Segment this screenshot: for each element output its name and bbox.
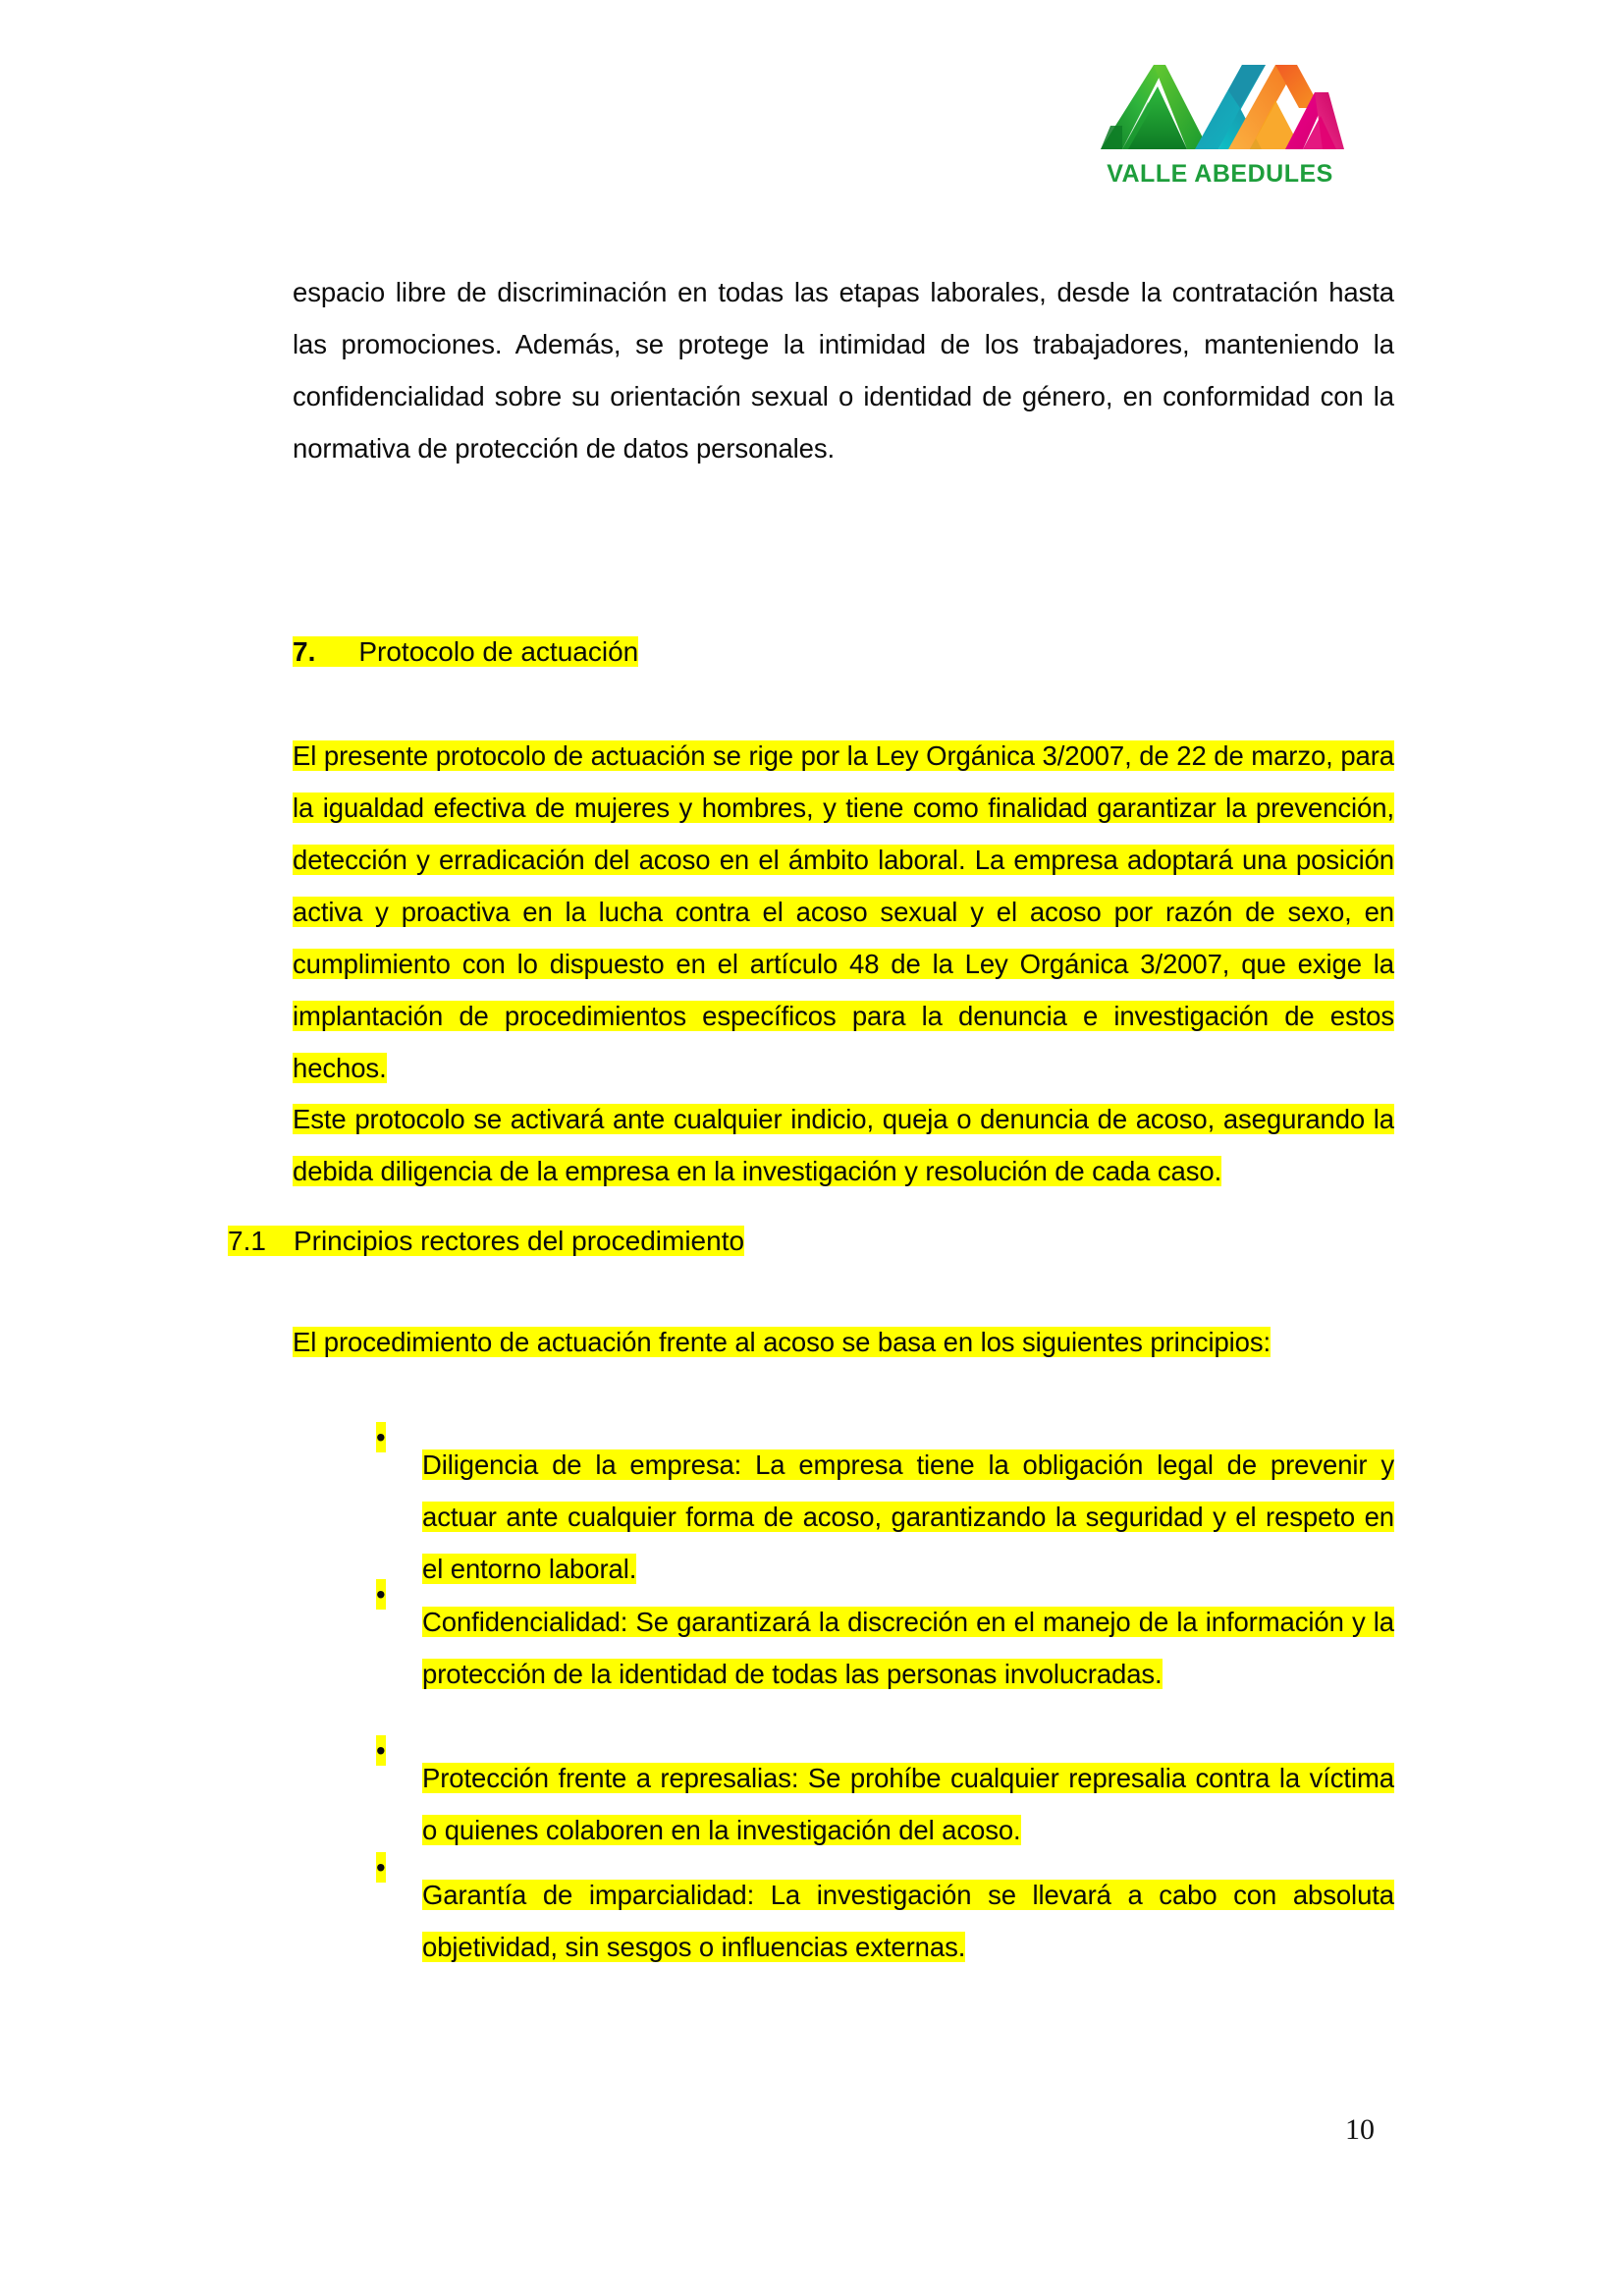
paragraph-section-7-body-1: [293, 730, 1394, 1094]
logo-wordmark: VALLE ABEDULES: [1107, 160, 1333, 188]
heading-section-7: [293, 629, 638, 676]
heading-7-title: Protocolo de actuación: [358, 636, 639, 667]
valle-abedules-mountain-logo: [1093, 47, 1348, 157]
highlight-span: Garantía de imparcialidad: La investigación se llevará a cabo con absoluta objetividad, sin sesgos o influencias externas.: [422, 1879, 1394, 1962]
paragraph-section-7-body-2: [293, 1093, 1394, 1197]
bullet-glyph: •: [376, 1422, 386, 1452]
bullet-glyph: •: [376, 1852, 386, 1883]
list-item: [422, 1596, 1394, 1700]
list-item: [422, 1439, 1394, 1595]
paragraph-section-7-1-intro: [293, 1316, 1394, 1368]
heading-7-number: 7.: [293, 636, 316, 667]
bullet-marker: [376, 1841, 406, 1893]
paragraph-intro: espacio libre de discriminación en todas las etapas laborales, desde la contratación hasta las promociones. Además, se protege la intimidad de los trabajadores, manteniendo la confidencialidad sobre su orientación sexual o identidad de género, en conformidad con la normativa de protección de datos personales.: [293, 276, 1394, 464]
highlight-span: El procedimiento de actuación frente al acoso se basa en los siguientes principios:: [293, 1326, 1271, 1357]
company-logo: [1085, 47, 1355, 204]
highlight-span: Este protocolo se activará ante cualquier indicio, queja o denuncia de acoso, asegurando la debida diligencia de la empresa en la investigación y resolución de cada caso.: [293, 1103, 1394, 1186]
list-item: [422, 1869, 1394, 1973]
heading-7-1-number: 7.1: [228, 1226, 266, 1256]
bullet-glyph: •: [376, 1735, 386, 1766]
heading-section-7-1: [228, 1218, 744, 1265]
highlight-span: Diligencia de la empresa: La empresa tiene la obligación legal de prevenir y actuar ante cualquier forma de acoso, garantizando la seguridad y el respeto en el entorno laboral.: [422, 1449, 1394, 1584]
list-item: [422, 1752, 1394, 1856]
bullet-marker: [376, 1411, 406, 1463]
highlight-span: El presente protocolo de actuación se rige por la Ley Orgánica 3/2007, de 22 de marzo, para la igualdad efectiva de mujeres y hombres, y tiene como finalidad garantizar la prevención, detección y erradicación del acoso en el ámbito laboral. La empresa adoptará una posición activa y proactiva en la lucha contra el acoso sexual y el acoso por razón de sexo, en cumplimiento con lo dispuesto en el artículo 48 de la Ley Orgánica 3/2007, que exige la implantación de procedimientos específicos para la denuncia e investigación de estos hechos.: [293, 739, 1394, 1083]
bullet-glyph: •: [376, 1579, 386, 1610]
highlight-span: Confidencialidad: Se garantizará la discreción en el manejo de la información y la protección de la identidad de todas las personas involucradas.: [422, 1606, 1394, 1689]
heading-7-1-title: Principios rectores del procedimiento: [293, 1226, 745, 1256]
page-number: 10: [1345, 2113, 1375, 2146]
bullet-marker: [376, 1568, 406, 1620]
highlight-span: Protección frente a represalias: Se prohíbe cualquier represalia contra la víctima o quienes colaboren en la investigación del acoso.: [422, 1762, 1394, 1845]
bullet-marker: [376, 1724, 406, 1777]
